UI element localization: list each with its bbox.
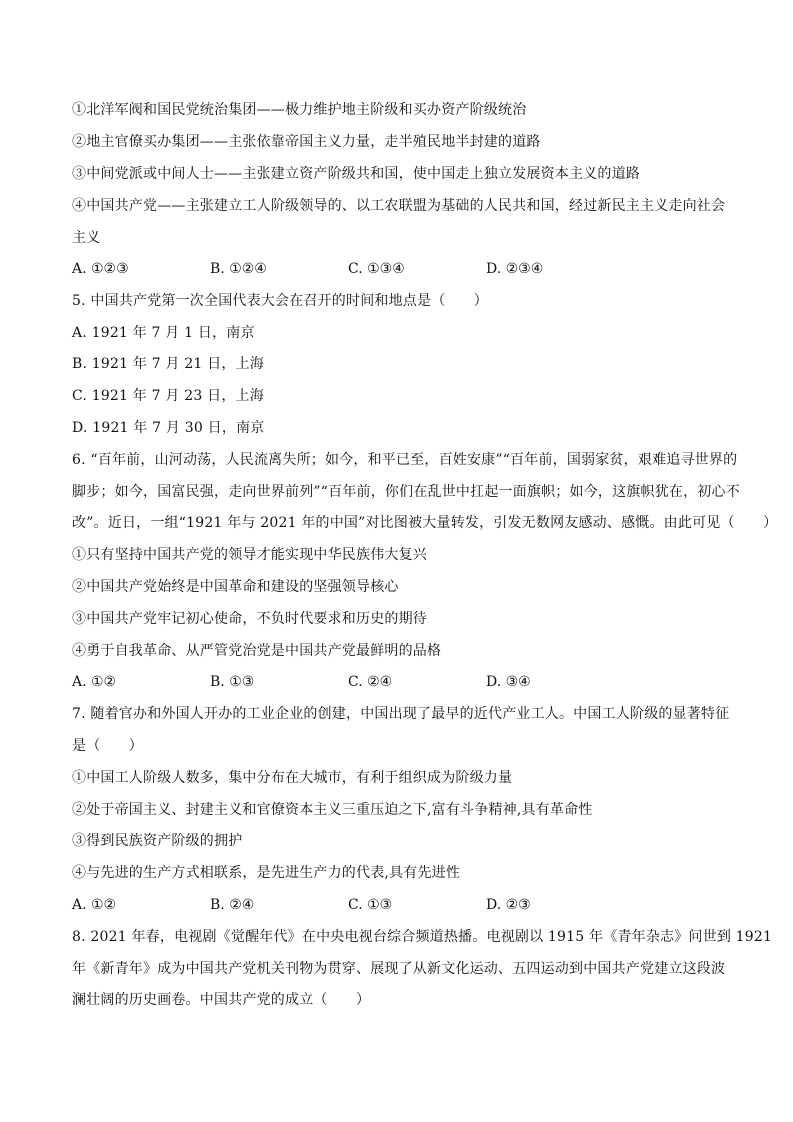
q4-statement-1: ①北洋军阀和国民党统治集团——极力维护地主阶级和买办资产阶级统治 (72, 102, 527, 118)
q6-statement-4: ④勇于自我革命、从严管党治党是中国共产党最鲜明的品格 (72, 643, 442, 659)
q6-options (72, 672, 752, 692)
q5-stem: 5. 中国共产党第一次全国代表大会在召开的时间和地点是（ ） (72, 293, 489, 309)
q4-option-a: A. ①②③ (72, 261, 129, 277)
q7-option-b: B. ②④ (210, 897, 255, 913)
q7-statement-4: ④与先进的生产方式相联系，是先进生产力的代表,具有先进性 (72, 865, 461, 881)
q4-statement-4-cont: 主义 (72, 230, 101, 246)
q8-stem-line-1: 8. 2021 年春，电视剧《觉醒年代》在中央电视台综合频道热播。电视剧以 1915 年《青年杂志》问世到 1921 (72, 929, 773, 945)
q7-option-a: A. ①② (72, 897, 117, 913)
q7-statement-3: ③得到民族资产阶级的拥护 (72, 833, 243, 849)
q7-option-c: C. ①③ (348, 897, 393, 913)
q6-stem-line-3: 改”。近日，一组“1921 年与 2021 年的中国”对比图被大量转发，引发无数网友感动、感慨。由此可见（ ） (72, 515, 778, 531)
q6-option-c: C. ②④ (348, 674, 393, 690)
q4-statement-3: ③中间党派或中间人士——主张建立资产阶级共和国，使中国走上独立发展资本主义的道路 (72, 166, 640, 182)
q7-options (72, 895, 752, 915)
q8-stem-line-3: 澜壮阔的历史画卷。中国共产党的成立（ ） (72, 992, 371, 1008)
q5-choice-b: B. 1921 年 7 月 21 日，上海 (72, 356, 264, 372)
q6-option-b: B. ①③ (210, 674, 255, 690)
q4-option-d: D. ②③④ (486, 261, 544, 277)
q4-statement-4: ④中国共产党——主张建立工人阶级领导的、以工农联盟为基础的人民共和国，经过新民主主义走向社会 (72, 198, 726, 214)
q5-choice-a: A. 1921 年 7 月 1 日，南京 (72, 325, 255, 341)
q7-stem-line-1: 7. 随着官办和外国人开办的工业企业的创建，中国出现了最早的近代产业工人。中国工人阶级的显著特征 (72, 706, 730, 722)
q7-option-d: D. ②③ (486, 897, 531, 913)
q4-option-b: B. ①②④ (210, 261, 267, 277)
q6-statement-3: ③中国共产党牢记初心使命，不负时代要求和历史的期待 (72, 611, 427, 627)
q7-statement-2: ②处于帝国主义、封建主义和官僚资本主义三重压迫之下,富有斗争精神,具有革命性 (72, 802, 593, 818)
q6-option-d: D. ③④ (486, 674, 531, 690)
q5-choice-c: C. 1921 年 7 月 23 日，上海 (72, 388, 264, 404)
q8-stem-line-2: 年《新青年》成为中国共产党机关刊物为贯穿、展现了从新文化运动、五四运动到中国共产党建立这段波 (72, 961, 726, 977)
q6-statement-1: ①只有坚持中国共产党的领导才能实现中华民族伟大复兴 (72, 547, 427, 563)
q7-statement-1: ①中国工人阶级人数多，集中分布在大城市，有利于组织成为阶级力量 (72, 770, 513, 786)
q4-options (72, 259, 752, 279)
q6-option-a: A. ①② (72, 674, 117, 690)
q7-stem-line-2: 是（ ） (72, 738, 143, 754)
q6-stem-line-1: 6. “百年前，山河动荡，人民流离失所；如今，和平已至，百姓安康”“百年前，国弱家贫，艰难追寻世界的 (72, 452, 738, 468)
q4-statement-2: ②地主官僚买办集团——主张依靠帝国主义力量，走半殖民地半封建的道路 (72, 134, 541, 150)
q5-choice-d: D. 1921 年 7 月 30 日，南京 (72, 420, 265, 436)
q6-stem-line-2: 脚步；如今，国富民强，走向世界前列”“百年前，你们在乱世中扛起一面旗帜；如今，这旗帜犹在，初心不 (72, 484, 740, 500)
q4-option-c: C. ①③④ (348, 261, 405, 277)
q6-statement-2: ②中国共产党始终是中国革命和建设的坚强领导核心 (72, 579, 399, 595)
